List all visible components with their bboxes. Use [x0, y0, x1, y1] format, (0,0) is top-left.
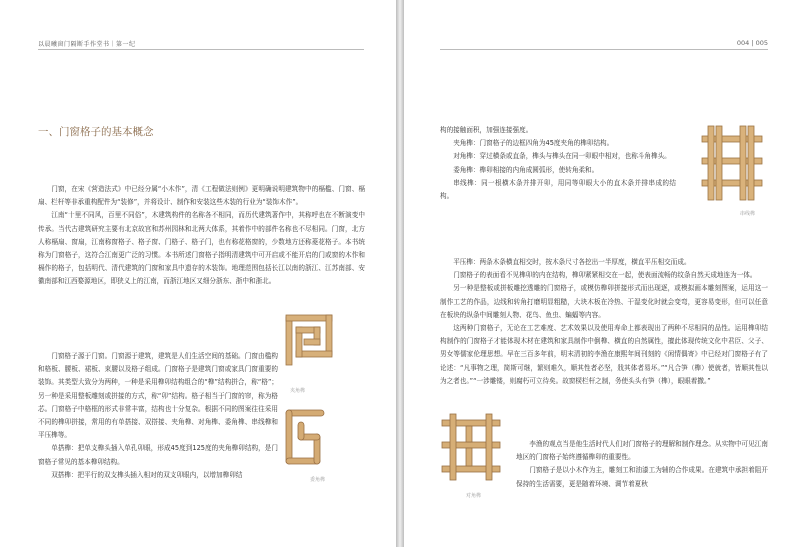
paragraph: 江南“十里不同风，百里不同俗”，木建筑构件的名称各不相同，而历代建筑著作中，其称呼也在不断演变中传承。当代古建筑研究主要有北京故宫和苏州园林和北两大体系，其着作中的部件名称也不尽相同。门窗，北方人称槅扇、窗扇，江南称窗格子、格子窗、门格子、格子门，也有称花格窗的，少数地方还称菱花格子。本书统称为门窗格子，这符合江南更广泛的习惯。本书所述门窗格子指明清建筑中可开启或不能开启的门或窗的木作和槅作的格子，包括明代、清代建筑的门窗和家具中遗存的木装饰。地理范围包括长江以南的浙江、江苏南部、安徽南部和江西婺源地区，即狭义上的江南，而浙江地区又细分浙东、浙中和浙北。	[38, 211, 365, 286]
jiajiao-joint-photo	[284, 313, 336, 369]
figure-caption: 串线榫	[740, 211, 756, 217]
paragraph: 门窗格子源于门窗。门窗源于建筑，建筑是人们生活空间的基础。门窗由槛构和格板、腰板、裙板、束腰以及格子组成。门窗格子是建筑门窗或家具门窗重要的装饰。其类型大致分为两种，一种是采用榫卯结构组合的“榫”结构拼合，称“格”；另一种是采用整板雕刻或拼接的方式，称“卯”结构。格子相当于门窗的帘，称为格芯。门窗格子中格框的形式非常丰富，结构也十分复杂。根据不同的图案往往采用不同的榫卯拼接，常用的有单搭接、双搭接、夹角榫、对角榫、委角榫、串线榫和平压榫等。	[38, 352, 278, 440]
paragraph: 对角榫：穿过横条或直条，榫头与榫头在同一卯眼中相对，也称斗角榫头。	[453, 152, 671, 161]
paragraph: 单搭榫：把单支榫头插入单孔卯眼，形成45度到125度的夹角榫卯结构，是门窗格子常见的基本榫卯结构。	[38, 444, 278, 466]
paragraph: 平压榫：两条木条横直相交时，按木条尺寸各挖出一半厚度，横直平压相交而成。	[453, 258, 691, 266]
paragraph: 双搭榫：把平行的双支榫头插入相对的双支卯眼内，以增加榫卯结	[51, 470, 243, 479]
weijiao-joint-photo	[282, 408, 328, 468]
figure-caption: 委角榫	[310, 477, 326, 483]
body-text-block-2	[38, 350, 278, 482]
running-header: 以晨曦窗门隔断手作堂书｜第一纪	[38, 41, 136, 48]
paragraph: 李渔的观点当是他生活时代人们对门窗格子的理解和制作理念。从实物中可见江南地区的门窗格子始终遵循榫卯的重要性。	[516, 440, 768, 462]
body-text-block-3	[440, 124, 676, 203]
figure-caption: 夹角榫	[290, 388, 306, 394]
section-title: 一、门窗格子的基本概念	[38, 126, 154, 138]
paragraph: 门窗格子是以小木作为主，雕刻工和油漆工为辅的合作成果。在建筑中承担着阻开保持的生活需要，更是随着环境、调节着夏秋	[516, 466, 768, 488]
header-rule	[38, 49, 364, 50]
figure-caption: 对角榫	[466, 493, 482, 499]
book-gutter	[396, 0, 404, 547]
duijiao-joint-photo	[440, 412, 504, 484]
body-text-block-5	[516, 438, 768, 491]
paragraph: 串线榫：同一根横木条并排开卯，用同等卯眼大小的直木条并排串成的结构。	[440, 178, 676, 201]
body-text-block-1	[38, 183, 365, 289]
body-text-block-4	[440, 256, 768, 388]
paragraph: 这两种门窗格子，无论在工艺难度、艺术效果以及使用寿命上都表现出了两种不尽相同的品性。运用榫卯结构制作的门窗格子才能体现木材在建筑和家具制作中倒榫、横直的自然属性，擅此体现传统文化中君臣、父子、男女等儒家伦理思想。早在三百多年前，明末清初的李渔在康熙年间刊刻的《闲情偶寄》中已经对门窗格子有了论述：“凡事物之理，简斯可继，繁则难久，顺其性者必坚，戕其体者易坏。”“凡合笋（榫）使就者，皆顺其性以为之者也。”“一涉雕镂，则腐朽可立待矣。故窗棂栏杆之制，务使头头有笋（榫），眼眼着撒。”	[440, 324, 768, 385]
page-numbers: 004 | 005	[736, 39, 768, 47]
paragraph: 构的接触面积，加强连接强度。	[440, 126, 533, 134]
paragraph: 夹角榫：门窗格子的边框四角为45度夹角的榫卯结构。	[453, 139, 614, 148]
paragraph: 门窗，在宋《营造法式》中已经分属“小木作”，清《工程做法则例》更明确说明建筑物中的槅槛、门窗、槅扇、栏杆等非承重构配件为“装修”，并将设计、制作和安装这些木装的行业为“装饰木作”。	[38, 185, 365, 207]
paragraph: 委角榫：榫卯相接的内角成圆弧形，使转角柔和。	[453, 165, 599, 174]
header-rule	[440, 49, 768, 50]
right-page	[404, 0, 800, 547]
left-page	[0, 0, 396, 547]
paragraph: 另一种是整板或拼板雕挖透雕的门窗格子，或模仿榫卯拼接形式而出现逐，或模拟画本雕刻图案，运用这一制作工艺的作品，边线和转角打磨明显粗糙，大块木板在冷热、干湿变化时就会变弯，更容易变形，但可以任意在板块的纵条中间雕刻人物、花鸟、鱼虫、蝙蝠等内容。	[440, 284, 768, 319]
paragraph: 门窗格子的表面看不见榫卯的内在结构，榫卯紧紧相交在一起，使表面流畅的纹条自然天成地连为一体。	[453, 271, 757, 280]
chuanxian-joint-photo	[694, 124, 766, 204]
